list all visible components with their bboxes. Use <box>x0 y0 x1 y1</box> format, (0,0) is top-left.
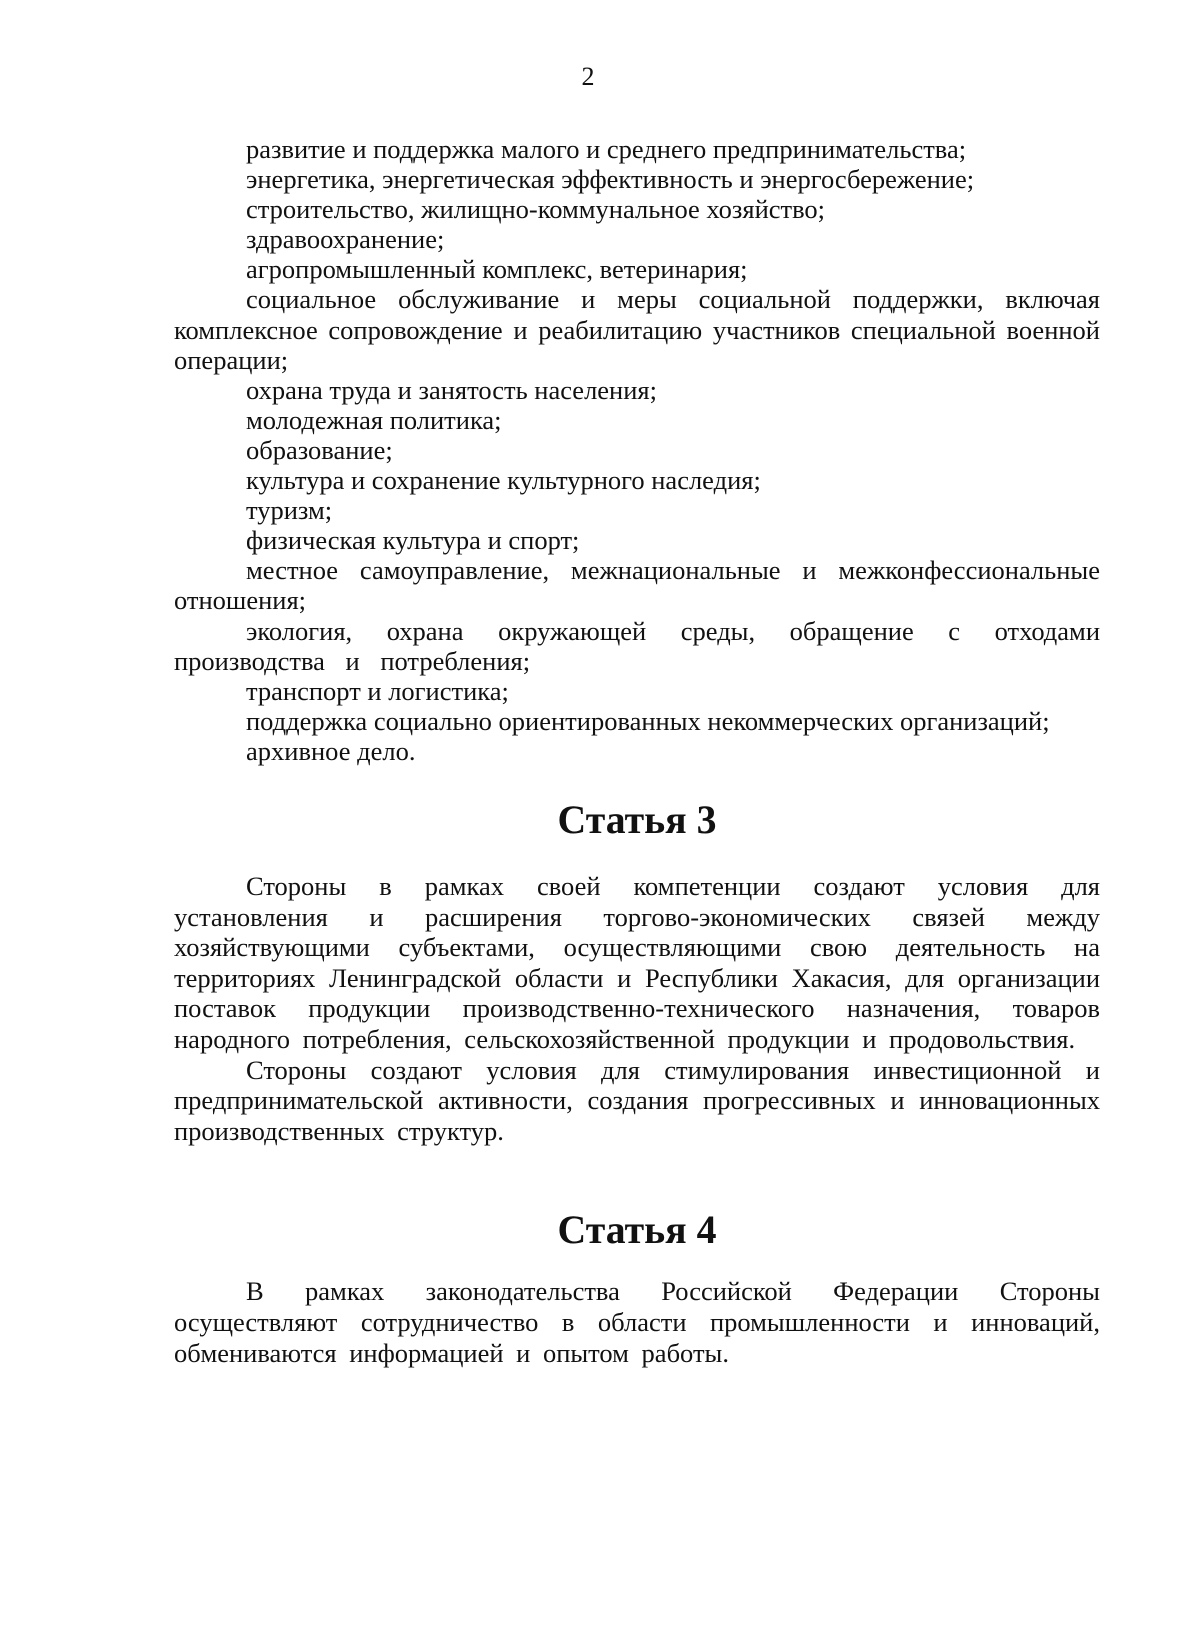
list-item: транспорт и логистика; <box>246 675 509 706</box>
list-item: культура и сохранение культурного наследия; <box>246 465 761 496</box>
article-3-body <box>174 871 1100 1146</box>
list-item: поддержка социально ориентированных некоммерческих организаций; <box>246 705 1050 736</box>
list-item: физическая культура и спорт; <box>246 525 580 556</box>
list-item: местное самоуправление, межнациональные и межконфессиональные отношения; <box>174 555 1100 616</box>
list-item: развитие и поддержка малого и среднего предпринимательства; <box>246 134 967 164</box>
article-4-paragraph: В рамках законодательства Российской Федерации Стороны осуществляют сотрудничество в области промышленности и инноваций, обмениваются информацией и опытом работы. <box>174 1276 1100 1368</box>
list-item: образование; <box>246 434 393 465</box>
list-item: архивное дело. <box>246 735 416 766</box>
page-number: 2 <box>581 62 595 91</box>
document-body <box>174 134 1100 1368</box>
list-item: строительство, жилищно-коммунальное хозяйство; <box>246 194 826 225</box>
list-item: охрана труда и занятость населения; <box>246 374 657 405</box>
list-item: туризм; <box>246 495 333 526</box>
list-item: молодежная политика; <box>246 404 502 435</box>
article-4-body <box>174 1276 1100 1368</box>
list-item: экология, охрана окружающей среды, обращение с отходами производства и потребления; <box>174 615 1100 676</box>
article-3-paragraph: Стороны создают условия для стимулирования инвестиционной и предпринимательской активности, создания прогрессивных и инновационных производственных структур. <box>174 1054 1100 1146</box>
article-4-heading: Статья 4 <box>557 1208 717 1253</box>
article-3-heading: Статья 3 <box>557 797 717 842</box>
list-item: агропромышленный комплекс, ветеринария; <box>246 254 748 285</box>
list-item: энергетика, энергетическая эффективность и энергосбережение; <box>246 164 975 195</box>
list-item: социальное обслуживание и меры социальной поддержки, включая комплексное сопровождение и реабилитацию участников специальной военной операции; <box>174 284 1100 375</box>
article-3-paragraph: Стороны в рамках своей компетенции создают условия для установления и расширения торгово-экономических связей между хозяйствующими субъектами, осуществляющими свою деятельность на территориях Ленинградской области и Республики Хакасия, для организации поставок продукции производственно-технического назначения, товаров народного потребления, сельскохозяйственной продукции и продовольствия. <box>174 870 1100 1054</box>
areas-list <box>174 134 1100 766</box>
list-item: здравоохранение; <box>246 224 445 255</box>
